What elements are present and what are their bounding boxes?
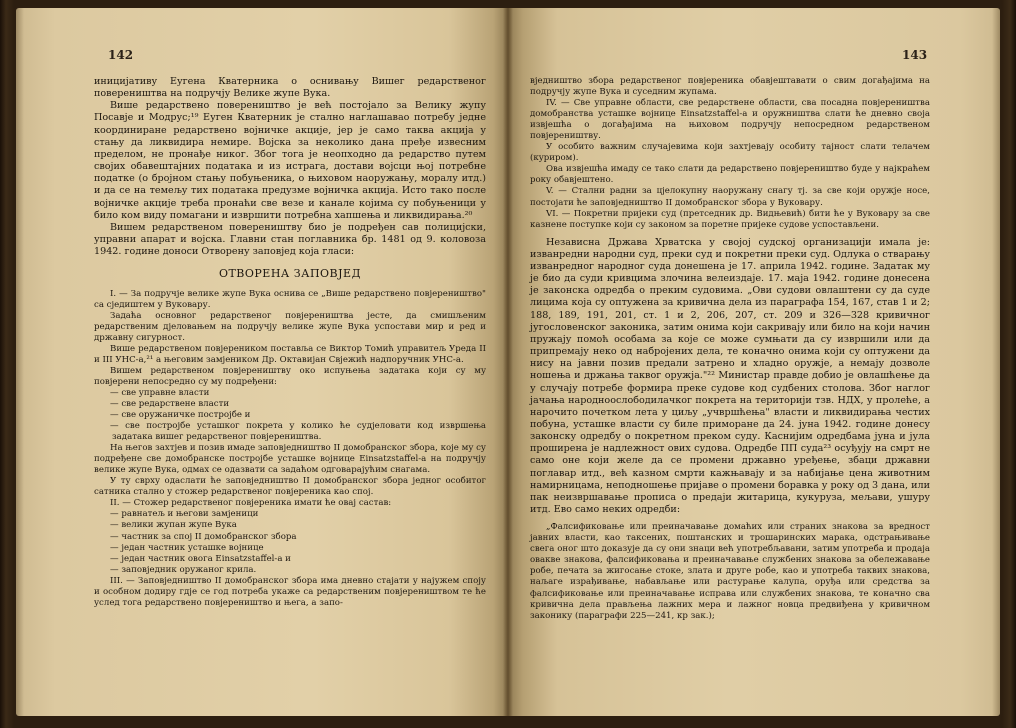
paragraph: Вишем редарственом повјереништву око испуњења задатака који су му повјерени непосредно су му подређени: bbox=[94, 365, 486, 387]
list-item: — частник за спој II домобранског збора bbox=[110, 531, 297, 542]
order-text bbox=[94, 289, 486, 609]
left-page bbox=[16, 8, 508, 716]
paragraph: Ова извјешћа имаду се тако слати да редарствено повјереништво буде у најкраћем року обавјештено. bbox=[530, 164, 930, 186]
section-heading: ОТВОРЕНА ЗАПОВЈЕД bbox=[218, 267, 362, 281]
paragraph: Више редарствено повереништво је већ постојало за Велику жупу Посавје и Модрус;¹⁹ Еуген Кватерник је стално наглашавао потребу једне координиране редарствено војничке акције, јер је само таква акција у стању да ликвидира немире. Војска за неколико дана пређе извесним пределом, не пронађе никог. Због тога је неопходно да редарство путем својих обавештајних података и из истрага, достави војсци њој потребне податке (о бројном стању побуњеника, о њиховом наоружању, моралу итд.) и да се на темељу тих података предузме војничка акција. Исто тако после војничке акције треба пронаћи све везе и канале којима су побуњеници у било ком виду помагани и извршити потребна хапшења и ликвидирања.²⁰ bbox=[94, 100, 486, 221]
paragraph: V. — Стални радни за цјелокупну наоружану снагу тј. за све који оружје носе, постојати ће заповједништво II домобранског збора у Вуковару. bbox=[530, 186, 930, 208]
list-item: — један частник овога Einsatzstaffel-a и bbox=[110, 553, 291, 564]
paragraph: Независна Држава Хрватска у својој судској организацији имала је: изванредни народни суд, преки суд и покретни преки суд. Одлука о стварању изванредног народног суда донешена је 17. априла 1942. године. Задатак му је био да суди кривцима злочина велеиздаје. 17. маја 1942. године донесена је законска одредба о преким судовима. „Ови судови овлаштени су да суде лицима која су оптужена за кривична дела из параграфа 154, 167, став 1 и 2; 188, 189, 191, 201, ст. 1 и 2, 206, 207, ст. 209 и 326—328 кривичног југословенског законика, затим онима који сакривају или било на који начин пружају помоћ особама за које се може сумњати да су извршили или да припремају неко од набројених дела, те коначно онима који су оптужени да нису на јавни позив предали затрено и хладно оружје, а немају дозволе ношења и држања таквог оружја."²² Министар правде добио је овлашћење да у случају потребе формира преке судове код судбених столова. Због наглог јачања народноослободилачког покрета на територији тзв. НДХ, у пролеће, а нарочито почетком лета у циљу „учвршћења" власти и ликвидирања честих побуна, усташке власти су биле приморане да 24. јуна 1942. године донесу законску одредбу о покретном преком суду. Каснијим одредбама јуна и јула проширена је надлежност ових судова. Одредбе ПП суда²³ осуђују на смрт не само оне који желе да се промени државно уређење, збаци државни поглавар итд., већ казном смрти кажњавају и за набијање цена животним намирницама, неподношење пријаве о промени боравка у року од 3 дана, или пак неизвршавање прописа о предаји житарица, кукуруза, мељави, ушуру итд. Ево само неких одредби: bbox=[530, 236, 930, 516]
paragraph: Задаћа основног редарственог повјереништва јесте, да смишљеним редарственим дјеловањем на подручју велике жупе Вука успостави мир и ред и државну сигурност. bbox=[94, 310, 486, 343]
page-number-left: 142 bbox=[108, 48, 134, 62]
paragraph: I. — За подручје велике жупе Вука оснива се „Више редарствено повјереништво" са сједиштем у Вуковару. bbox=[94, 288, 486, 310]
list-item: — један частник усташке војнице bbox=[110, 542, 264, 553]
paragraph: VI. — Покретни пријеки суд (претседник др. Видњевић) бити ће у Вуковару за све казнене поступке који су законом за поретне пријеке судове успостављени. bbox=[530, 208, 930, 230]
paragraph: Више редарственом повјереником поставља се Виктор Томић управитељ Уреда II и III УНС-а,²¹ а његовим замјеником Др. Октавијан Свјежић надпоручник УНС-а. bbox=[94, 343, 486, 365]
list-item: — све оружаничке постројбе и bbox=[110, 410, 251, 421]
book-gutter bbox=[503, 8, 513, 716]
page-edge-shadow bbox=[992, 8, 1000, 716]
paragraph: У ту сврху одаслати ће заповједништво II домобранског збора једног особитог сатника стално у стожер редарственог повјереника као спој. bbox=[94, 476, 486, 498]
paragraph: иницијативу Еугена Кватерника о оснивању Вишег редарственог повереништва на подручју Велике жупе Вука. bbox=[94, 76, 486, 100]
order-text bbox=[530, 76, 930, 231]
list-item: — све постројбе усташког покрета у колико ће судјеловати код извршења задатака вишег редарственог повјереништва. bbox=[110, 421, 486, 443]
right-page bbox=[508, 8, 1000, 716]
paragraph: У особито важним случајевима који захтјевају особиту тајност слати телачем (куриром). bbox=[530, 142, 930, 164]
list-item: — велики жупан жупе Вука bbox=[110, 520, 237, 531]
paragraph: II. — Стожер редарственог повјереника имати ће овај састав: bbox=[110, 498, 392, 509]
list-item: — све редарствене власти bbox=[110, 398, 230, 409]
list-item: — заповједник оружаног крила. bbox=[110, 564, 257, 575]
list-item: — равнатељ и његови замјеници bbox=[110, 509, 259, 520]
paragraph: На његов захтјев и позив имаде заповједништво II домобранског збора, које му су подређене све домобранске постројбе усташке војнице Einsatzstaffel-a на подручју велике жупе Вука, одмах се одазвати са задаћом одговарајућим снагама. bbox=[94, 443, 486, 476]
paragraph: IV. — Све управне области, све редарствене области, сва посадна повјереништва домобранства усташке војнице Einsatzstaffel-a и оружништва слати ће дневно своја извјешћа о догађајима на њиховом подручју непосредном редарственом повјереништву. bbox=[530, 98, 930, 142]
block-quote: „Фалсификовање или преиначавање домаћих или страних знакова за вредност јавних власти, као таксених, поштанских и трошаринских марака, одстрањивање свега оног што доказује да су они знаци већ употребљавани, затим употреба и продаја овакве знакова, фалсификовања и преиначавање службених знакова за обележавање робе, печата за жигосање стоке, злата и друге робе, као и употреба таквих знакова, наљаге израђивање, набављање или растурање калупа, оруђа или средства за фалсификовање или преиначавање исправа или службених знакова, те коначно сва кривична дела прављења лажних мера и лажног новца предвиђена у кривичном законику (параграфи 225—241, кр зак.); bbox=[530, 522, 930, 621]
paragraph: III. — Заповједништво II домобранског збора има дневно стајати у најужем споју и особном додиру гдје се год потреба укаже са редарственим повјереништвом те ће услед тога редарствено повјереништво и њега, а запо- bbox=[94, 575, 486, 608]
list-item: — све управне власти bbox=[110, 387, 210, 398]
right-page-text bbox=[530, 76, 930, 622]
paragraph: Вишем редарственом повереништву био је подређен сав полицијски, управни апарат и војска. Главни стан поглавника бр. 1481 од 9. коловоза 1942. године доноси Отворену заповјед која гласи: bbox=[94, 221, 486, 258]
page-edge-shadow bbox=[16, 8, 24, 716]
paragraph: вједништво збора редарственог повјереника обавјештавати о свим догађајима на подручју жупе Вука и суседним жупама. bbox=[530, 76, 930, 98]
page-number-right: 143 bbox=[902, 48, 928, 62]
left-page-text bbox=[94, 76, 486, 609]
